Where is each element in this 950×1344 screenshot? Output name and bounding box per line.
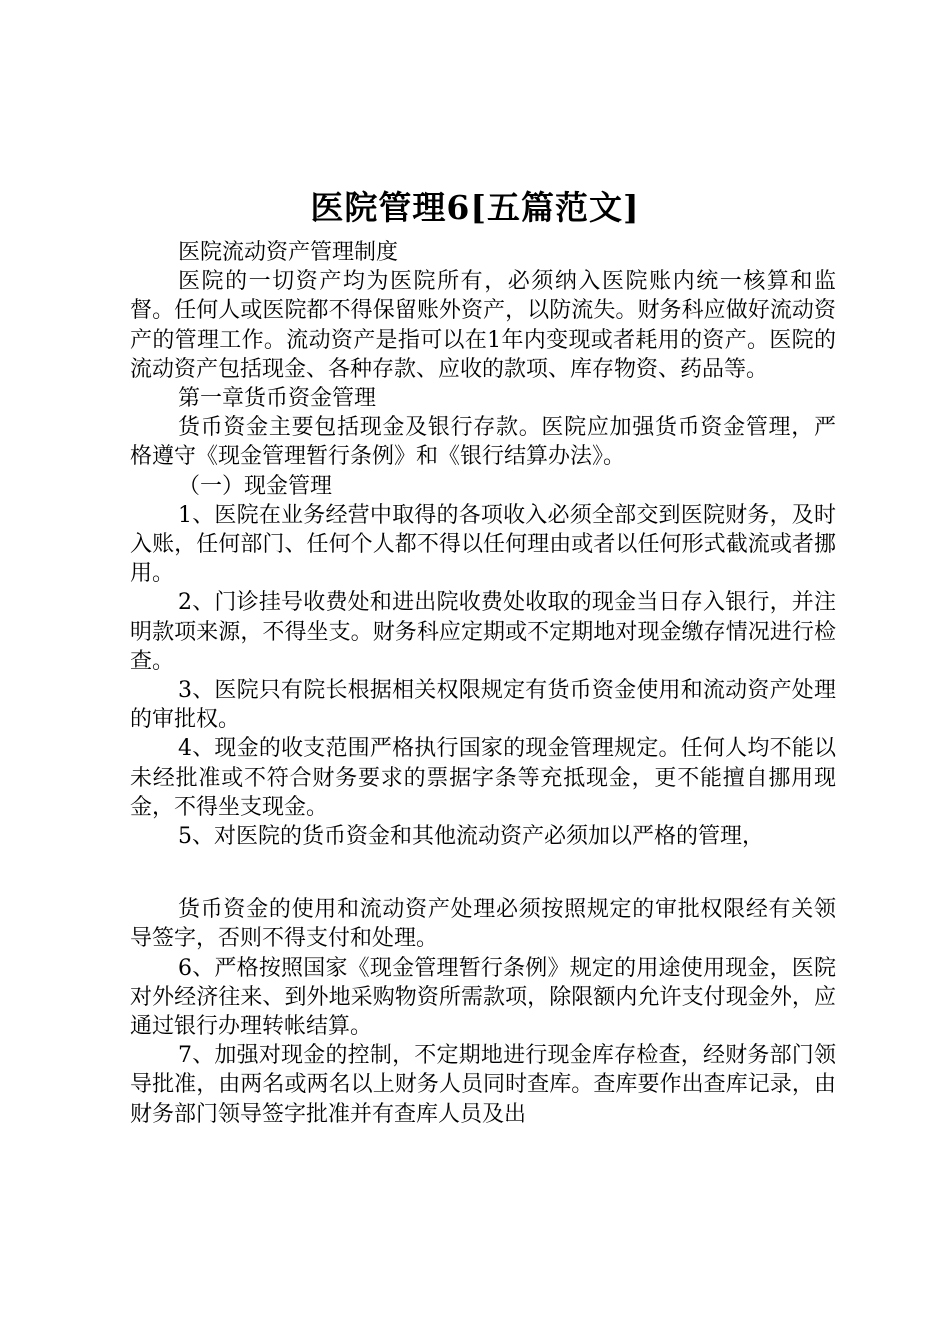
paragraph: 货币资金主要包括现金及银行存款。医院应加强货币资金管理，严格遵守《现金管理暂行条例》和《银行结算办法》。	[130, 415, 836, 470]
paragraph: 货币资金的使用和流动资产处理必须按照规定的审批权限经有关领导签字，否则不得支付和处理。	[130, 897, 836, 952]
paragraph: 医院的一切资产均为医院所有，必须纳入医院账内统一核算和监督。任何人或医院都不得保留账外资产，以防流失。财务科应做好流动资产的管理工作。流动资产是指可以在1年内变现或者耗用的资产。医院的流动资产包括现金、各种存款、应收的款项、库存物资、药品等。	[130, 269, 836, 382]
list-item: 2、门诊挂号收费处和进出院收费处收取的现金当日存入银行，并注明款项来源，不得坐支。财务科应定期或不定期地对现金缴存情况进行检查。	[130, 590, 836, 674]
document-body	[130, 238, 836, 1129]
section-heading: （一）现金管理	[178, 473, 333, 499]
list-item: 3、医院只有院长根据相关权限规定有货币资金使用和流动资产处理的审批权。	[130, 678, 836, 733]
list-item: 7、加强对现金的控制，不定期地进行现金库存检查，经财务部门领导批准，由两名或两名以上财务人员同时查库。查库要作出查库记录，由财务部门领导签字批准并有查库人员及出	[130, 1043, 836, 1127]
list-item: 4、现金的收支范围严格执行国家的现金管理规定。任何人均不能以未经批准或不符合财务要求的票据字条等充抵现金，更不能擅自挪用现金，不得坐支现金。	[130, 736, 836, 820]
chapter-heading: 第一章货币资金管理	[178, 386, 377, 412]
page-gap	[130, 851, 836, 895]
list-item: 1、医院在业务经营中取得的各项收入必须全部交到医院财务，及时入账，任何部门、任何个人都不得以任何理由或者以任何形式截流或者挪用。	[130, 502, 836, 587]
list-item: 5、对医院的货币资金和其他流动资产必须加以严格的管理，	[178, 824, 764, 850]
paragraph-heading: 医院流动资产管理制度	[178, 240, 399, 265]
document-title: 医院管理6[五篇范文]	[310, 188, 640, 227]
list-item: 6、严格按照国家《现金管理暂行条例》规定的用途使用现金，医院对外经济往来、到外地采购物资所需款项，除限额内允许支付现金外，应通过银行办理转帐结算。	[130, 955, 836, 1040]
